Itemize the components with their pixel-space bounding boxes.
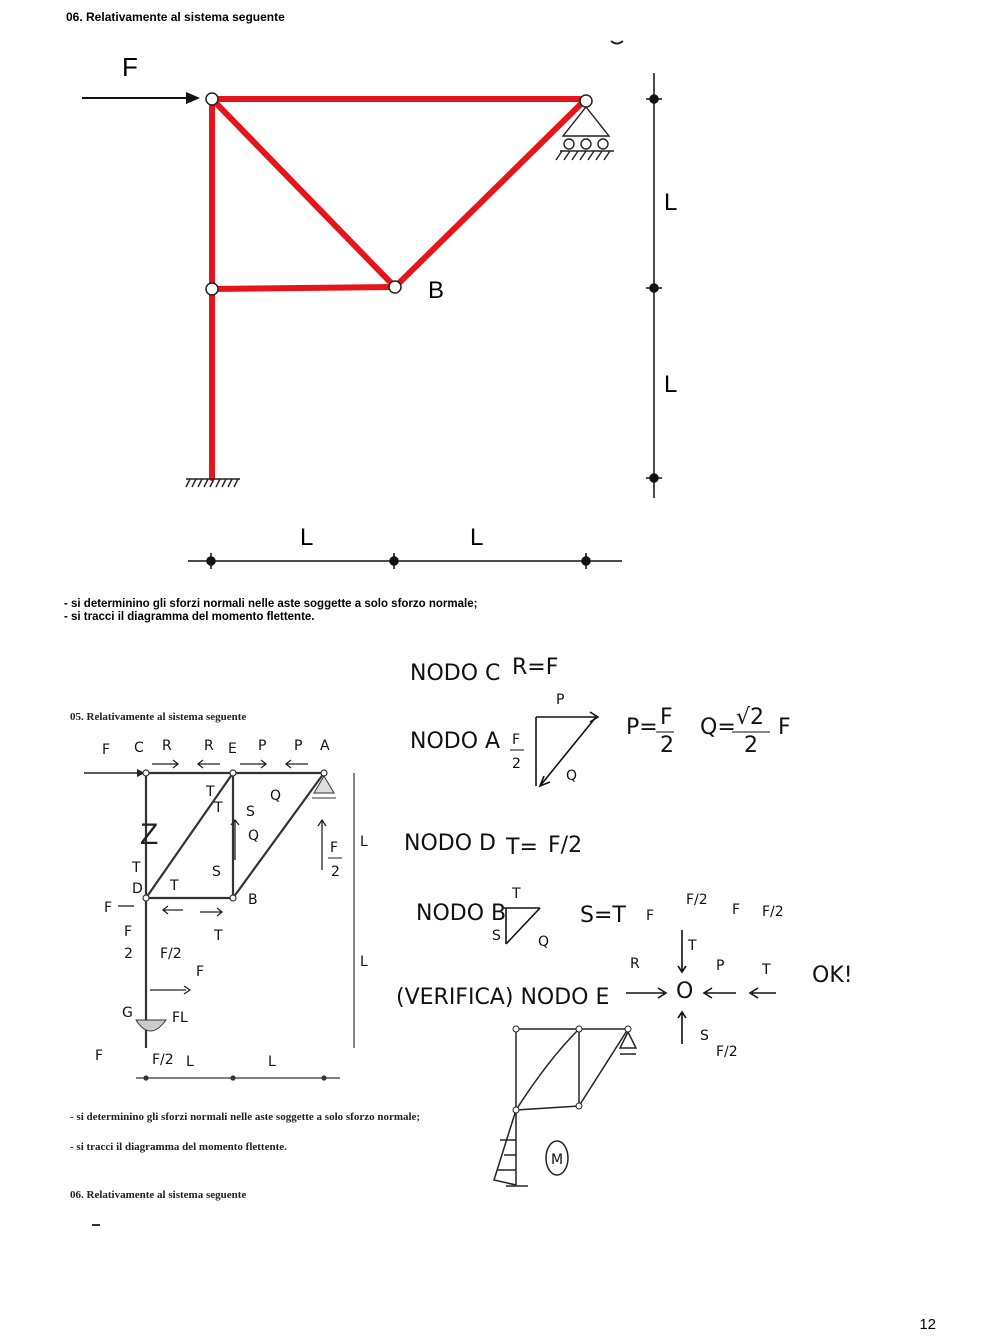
scan-instruction-2: - si tracci il diagramma del momento flettente. [70, 1141, 287, 1153]
svg-text:T: T [132, 860, 141, 876]
svg-text:√2: √2 [736, 705, 765, 730]
force-label: F [122, 52, 138, 82]
note-p-eq: P= [626, 715, 658, 740]
svg-text:O: O [676, 979, 694, 1004]
scan-top-p2: P [294, 738, 303, 754]
note-nodo-d: NODO D [404, 831, 496, 856]
scan-dim-1: L [360, 834, 368, 850]
member-horizontal-mid [212, 287, 395, 289]
svg-text:F/2: F/2 [716, 1044, 738, 1060]
svg-text:T: T [512, 886, 521, 902]
svg-text:F/2: F/2 [686, 892, 708, 908]
svg-text:2: 2 [744, 733, 758, 758]
note-nodo-b: NODO B [416, 901, 507, 926]
svg-text:F/2: F/2 [762, 904, 784, 920]
svg-text:2: 2 [331, 864, 340, 880]
svg-text:R: R [630, 956, 640, 972]
svg-text:F/2: F/2 [160, 946, 182, 962]
dim-h-1: L [300, 524, 314, 551]
dim-h-2: L [470, 524, 484, 551]
svg-text:F: F [124, 924, 133, 940]
svg-text:T: T [214, 800, 223, 816]
member-diagonal-left [212, 99, 395, 287]
scan-top-p1: P [258, 738, 267, 754]
scan-dim-3: L [186, 1054, 194, 1070]
svg-text:F: F [660, 705, 673, 730]
scan-instruction-1: - si determinino gli sforzi normali nelle aste soggette a solo sforzo normale; [70, 1111, 421, 1123]
note-moment-label: M [551, 1152, 564, 1168]
note-q-eq: Q= [700, 715, 736, 740]
note-t-eq: T= [506, 835, 538, 860]
horizontal-dimension [188, 553, 622, 569]
roller-support [556, 107, 614, 160]
page-number: 12 [919, 1316, 936, 1333]
svg-text:P: P [716, 958, 725, 974]
svg-text:F: F [512, 732, 521, 748]
note-nodo-c: NODO C [410, 661, 501, 686]
handwritten-notes [396, 655, 853, 1186]
svg-text:2: 2 [660, 733, 674, 758]
truss-figure [0, 0, 1000, 600]
svg-text:Q: Q [538, 934, 550, 950]
scan-node-g: G [122, 1005, 133, 1021]
svg-text:Q: Q [566, 768, 578, 784]
dim-v-1: L [664, 189, 678, 216]
svg-text:S: S [492, 928, 501, 944]
svg-text:F/2: F/2 [152, 1052, 174, 1068]
scan-top-e: E [228, 741, 237, 757]
svg-text:2: 2 [512, 756, 521, 772]
svg-text:T: T [214, 928, 223, 944]
scan-dim-4: L [268, 1054, 276, 1070]
handwritten-solution [0, 640, 1000, 1240]
svg-text:F: F [646, 908, 655, 924]
svg-text:F: F [732, 902, 741, 918]
svg-text:Q: Q [270, 788, 282, 804]
note-r-eq: R=F [512, 655, 559, 680]
member-diagonal-right [395, 99, 586, 287]
svg-text:FL: FL [172, 1010, 188, 1026]
instruction-1: - si determinino gli sforzi normali nelle aste soggette a solo sforzo normale; [64, 598, 478, 610]
scan-top-r2: R [204, 738, 214, 754]
note-s-eq: S=T [580, 903, 626, 928]
svg-text:F: F [778, 715, 791, 740]
svg-text:2: 2 [124, 946, 133, 962]
scan-heading: 05. Relativamente al sistema seguente [70, 711, 247, 723]
scanned-exercise [70, 711, 420, 1225]
scan-node-d: D [132, 881, 143, 897]
hinge-b [389, 281, 401, 293]
force-arrow [82, 92, 200, 104]
fixed-support [186, 479, 240, 487]
svg-text:Q: Q [248, 828, 260, 844]
problem-heading: 06. Relativamente al sistema seguente [66, 10, 285, 24]
node-b-label: B [428, 277, 445, 304]
svg-text:S: S [212, 864, 221, 880]
svg-text:Z: Z [140, 818, 159, 851]
scan-node-b: B [248, 892, 258, 908]
svg-text:F/2: F/2 [548, 833, 583, 858]
scan-top-c: C [134, 740, 144, 756]
svg-text:S: S [700, 1028, 709, 1044]
note-verifica: (VERIFICA) NODO E [396, 985, 610, 1010]
hinge-top-left [206, 93, 218, 105]
note-nodo-a: NODO A [410, 729, 501, 754]
hinge-top-right [580, 95, 592, 107]
scan-footer: 06. Relativamente al sistema seguente [70, 1189, 247, 1201]
svg-text:T: T [762, 962, 771, 978]
vertical-dimension [646, 73, 662, 498]
svg-text:F: F [104, 900, 113, 916]
svg-text:P: P [556, 692, 565, 708]
scan-top-r1: R [162, 738, 172, 754]
scan-top-f: F [102, 742, 111, 758]
dim-v-2: L [664, 371, 678, 398]
svg-text:T: T [206, 784, 215, 800]
svg-text:F: F [196, 964, 205, 980]
svg-text:F: F [330, 840, 339, 856]
instruction-2: - si tracci il diagramma del momento flettente. [64, 611, 315, 623]
scan-top-a: A [320, 738, 330, 754]
svg-text:T: T [688, 938, 697, 954]
hinges [206, 93, 592, 295]
scan-dim-2: L [360, 954, 368, 970]
note-ok: OK! [812, 963, 853, 988]
svg-text:F: F [95, 1048, 104, 1064]
svg-text:T: T [170, 878, 179, 894]
svg-text:S: S [246, 804, 255, 820]
hinge-mid-left [206, 283, 218, 295]
